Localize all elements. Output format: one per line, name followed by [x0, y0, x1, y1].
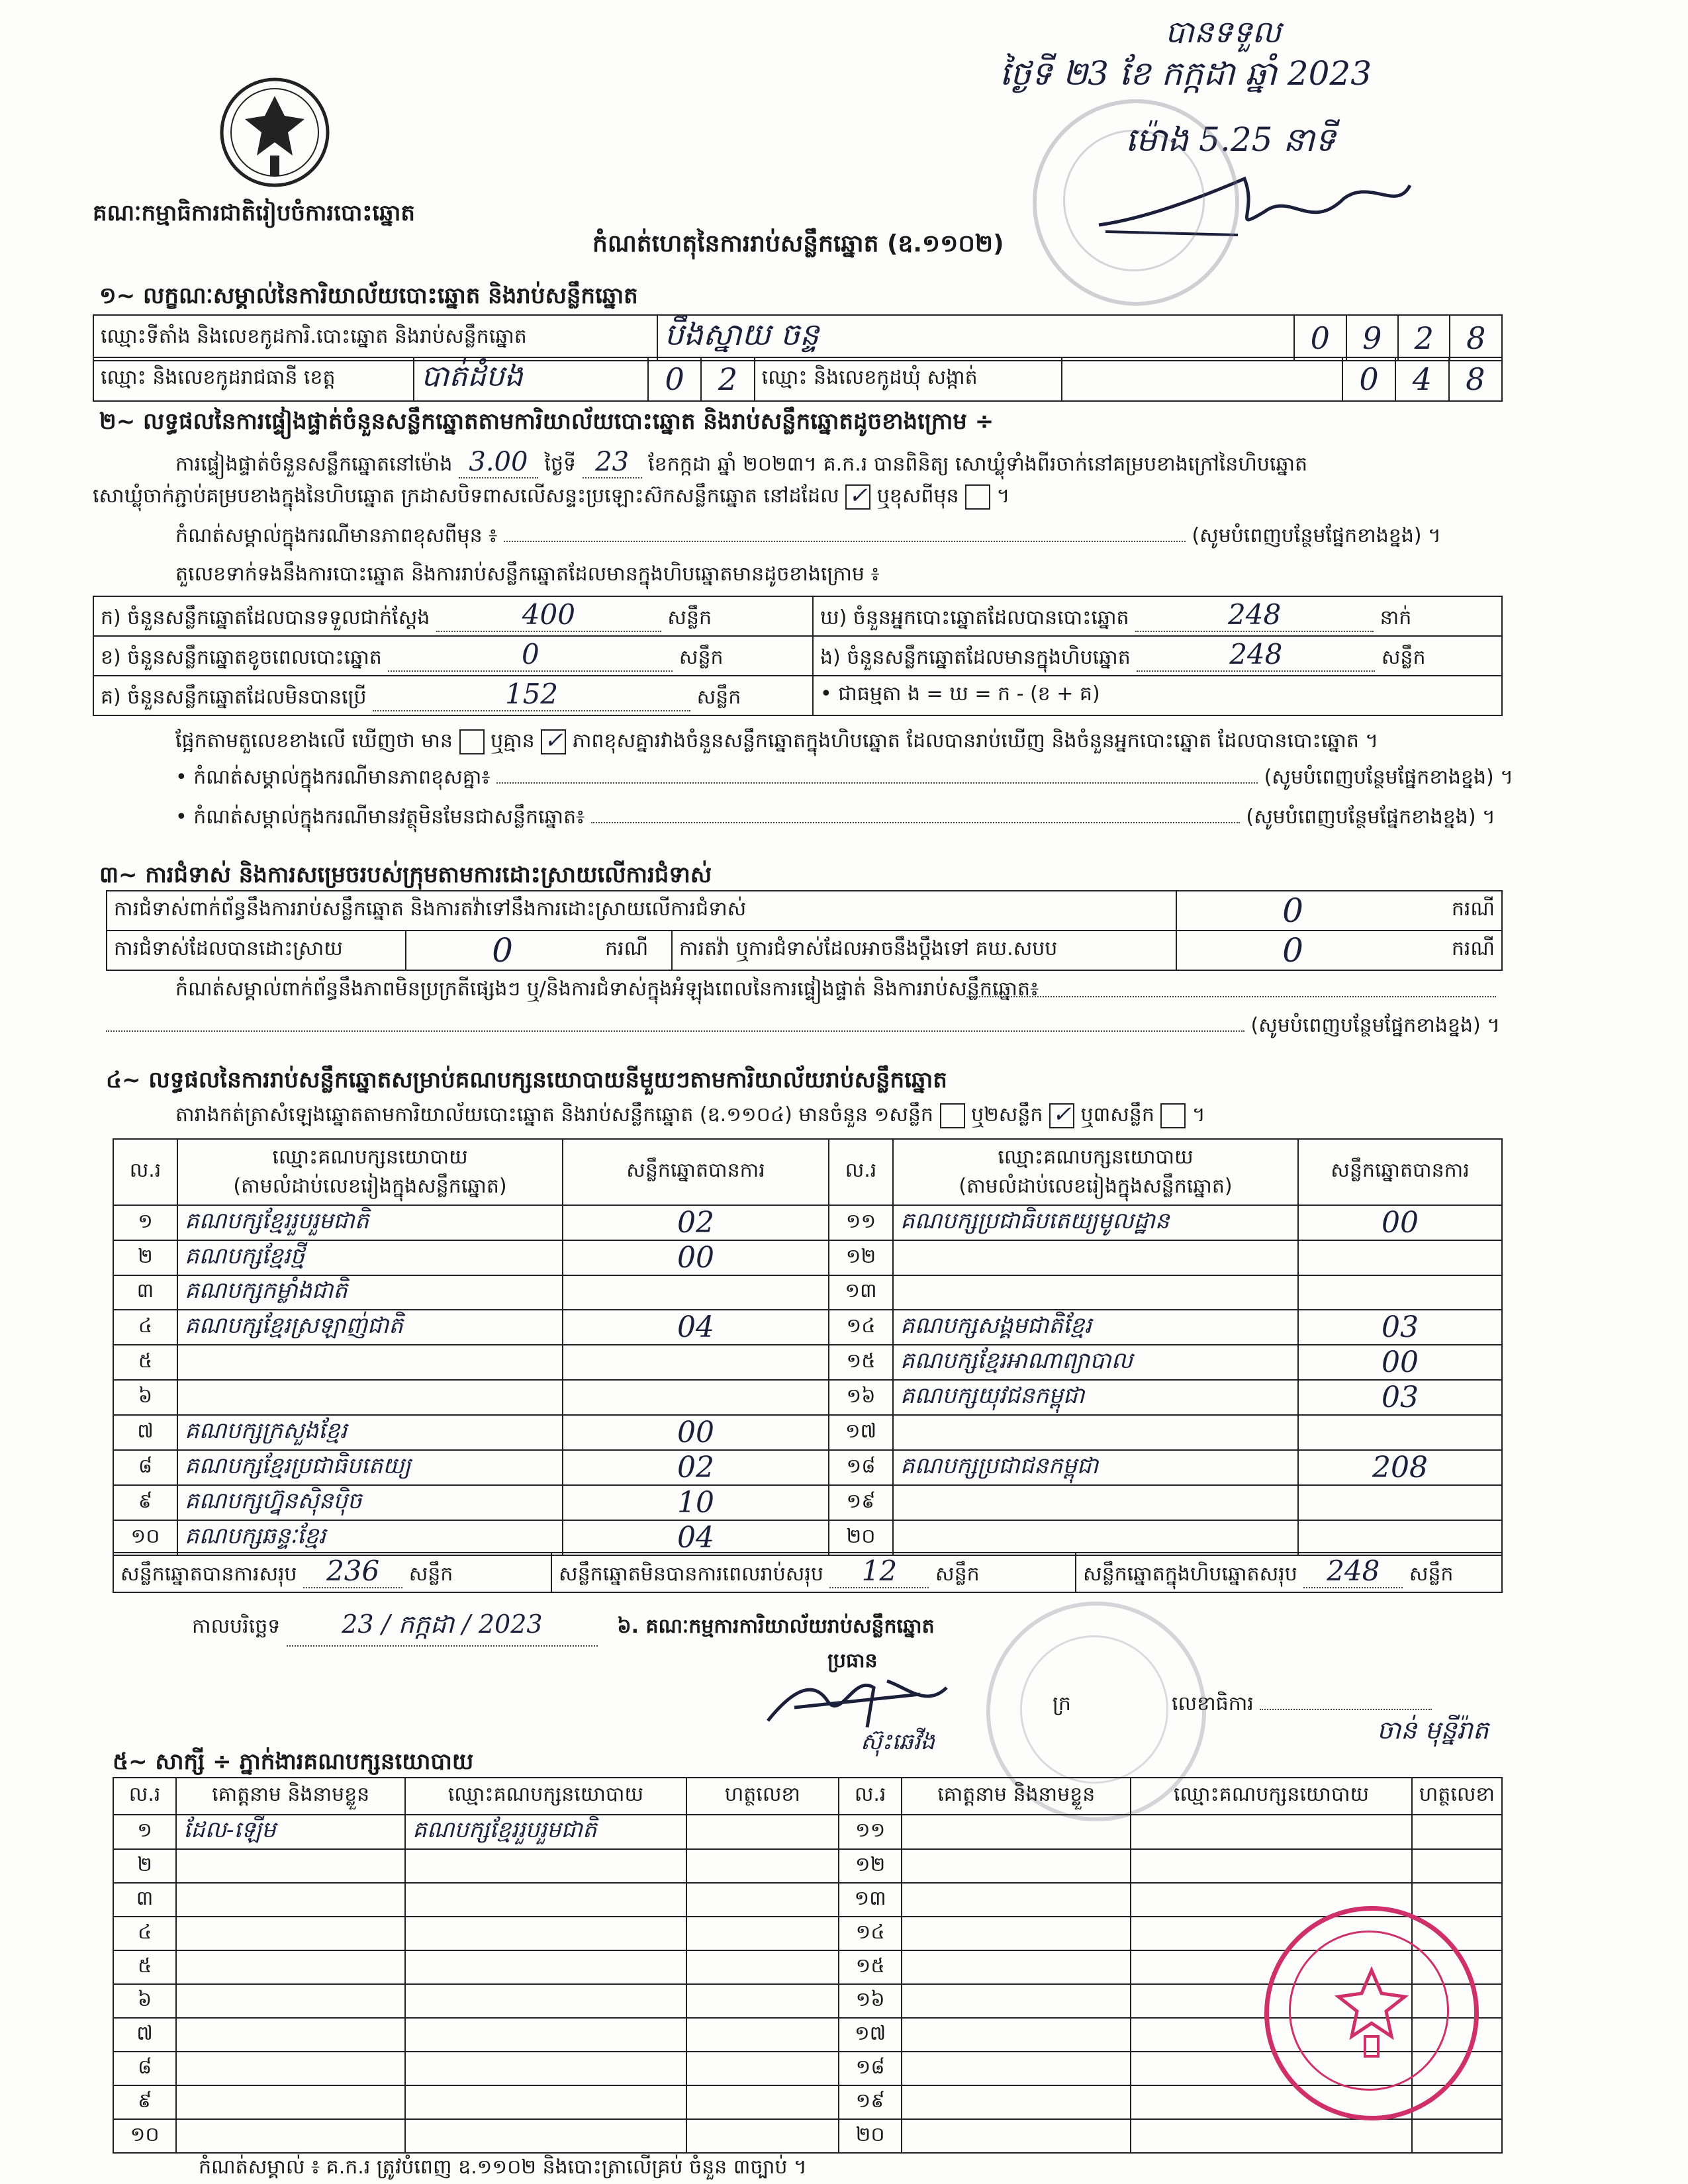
party-name: គណបក្សសង្គមជាតិខ្មែរ [893, 1310, 1298, 1345]
formula-cell: • ជាធម្មតា ង = ឃ = ក - (ខ + គ) [813, 676, 1502, 715]
bullet1-field[interactable] [496, 782, 1258, 784]
witness-no: ១២ [839, 1849, 902, 1883]
col-votes: សន្លឹកឆ្នោតបានការ [1298, 1139, 1502, 1205]
figure-d-value: 248 [1135, 598, 1374, 632]
witness-no: ១ [113, 1815, 176, 1849]
witness-signature[interactable] [686, 2119, 839, 2153]
figure-b-unit: សន្លឹក [679, 646, 724, 669]
col-party-sub: (តាមលំដាប់លេខរៀងក្នុងសន្លឹកឆ្នោត) [233, 1175, 507, 1198]
witness-col-name: គោត្តនាម និងនាមខ្លួន [176, 1778, 405, 1815]
witness-signature[interactable] [686, 1883, 839, 1917]
tally-line: តារាងកត់ត្រាសំឡេងឆ្នោតតាមការិយាល័យបោះឆ្នោត និងរាប់សន្លឹកឆ្នោត (ឧ.១១០៤) មានចំនួន ១សន្លឹក ឬ២សន្លឹក ✓ ឬ៣សន្លឹក ។ [175, 1101, 1205, 1128]
tally-text: តារាងកត់ត្រាសំឡេងឆ្នោតតាមការិយាល័យបោះឆ្នោត និងរាប់សន្លឹកឆ្នោត (ឧ.១១០៤) មានចំនួន ១សន្លឹក [175, 1103, 933, 1126]
figure-e-label: ង) ចំនួនសន្លឹកឆ្នោតដែលមានក្នុងហិបឆ្នោត [820, 646, 1131, 669]
witness-signature[interactable] [686, 1950, 839, 1984]
section5-title: ៥~ សាក្សី ÷ ភ្នាក់ងារគណបក្សនយោបាយ [113, 1749, 474, 1775]
witness-party [405, 1917, 686, 1950]
total-box-value: 248 [1303, 1555, 1403, 1588]
discrepancy-line [175, 728, 1378, 757]
date-label: កាលបរិច្ឆេទ [192, 1615, 281, 1638]
party-votes: 03 [1298, 1380, 1502, 1415]
province-table [93, 357, 1503, 402]
witness-party [405, 2119, 686, 2153]
party-votes [1298, 1485, 1502, 1520]
date-line [192, 1608, 935, 1647]
witness-name[interactable] [902, 2018, 1131, 2052]
party-name: គណបក្សកម្លាំងជាតិ [177, 1275, 563, 1310]
witness-name [176, 2052, 405, 2085]
province-label: ឈ្មោះ និងលេខកូដរាជធានី ខេត្ត [93, 357, 414, 401]
no-diff-checkbox[interactable]: ✓ [541, 729, 566, 754]
col-votes: សន្លឹកឆ្នោតបានការ [563, 1139, 829, 1205]
witness-party [405, 1984, 686, 2018]
party-no: ៨ [113, 1450, 177, 1485]
figure-a-cell [93, 596, 813, 636]
witness-party [405, 1950, 686, 1984]
two-sheet-checkbox[interactable]: ✓ [1049, 1103, 1074, 1128]
party-name: គណបក្សហ្វ៊ុនស៊ិនប៉ិច [177, 1485, 563, 1520]
secretary-field[interactable] [1260, 1709, 1432, 1710]
discrepancy-text-b: ឬគ្មាន [491, 729, 535, 752]
party-votes [1298, 1520, 1502, 1555]
discrepancy-text-c: ភាពខុសគ្នារវាងចំនួនសន្លឹកឆ្នោតក្នុងហិបឆ្នោត ដែលបានរាប់ឃើញ និងចំនួនអ្នកបោះឆ្នោត ដែលបានបោះឆ្នោត ។ [572, 729, 1379, 752]
station-code-digit: 2 [1398, 315, 1450, 361]
figure-e-cell [813, 636, 1502, 676]
witness-signature[interactable] [686, 2052, 839, 2085]
party-name: គណបក្សខ្មែរស្រឡាញ់ជាតិ [177, 1310, 563, 1345]
witness-col-party: ឈ្មោះគណបក្សនយោបាយ [405, 1778, 686, 1815]
faint-stamp-top [1033, 99, 1239, 306]
date-value: 23 / កក្កដា / 2023 [287, 1608, 598, 1647]
section3-title: ៣~ ការជំទាស់ និងការសម្រេចរបស់ក្រុមតាមការដោះស្រាយលើការជំទាស់ [99, 862, 712, 888]
table-row [113, 1415, 1502, 1450]
total-valid-label: សន្លឹកឆ្នោតបានការសរុប [120, 1563, 297, 1586]
irregularity-note: កំណត់សម្គាល់ពាក់ព័ន្ធនឹងភាពមិនប្រក្រតីផ្សេងៗ ឬ/និងការជំទាស់ក្នុងអំឡុងពេលនៃការផ្ទៀងផ្ទាត់ និងការរាប់សន្លឹកឆ្នោត៖ [175, 978, 1039, 1001]
party-name [177, 1345, 563, 1380]
fill-hint: (សូមបំពេញបន្ថែមផ្នែកខាងខ្នង) ។ [1246, 805, 1495, 829]
party-votes [563, 1275, 829, 1310]
secretary-text: លេខាធិការ [1172, 1692, 1254, 1715]
party-name: គណបក្សខ្មែរអាណាព្យាបាល [893, 1345, 1298, 1380]
party-no: ១៤ [829, 1310, 893, 1345]
diff-note-label: កំណត់សម្គាល់ក្នុងករណីមានភាពខុសពីមុន ៖ [175, 524, 498, 547]
party-no: ២ [113, 1240, 177, 1275]
witness-name [176, 2018, 405, 2052]
verification-time: 3.00 [459, 447, 538, 478]
witness-party: គណបក្សខ្មែររួបរួមជាតិ [405, 1815, 686, 1849]
table-row [113, 1240, 1502, 1275]
witness-name[interactable] [902, 1883, 1131, 1917]
table-row [113, 2119, 1502, 2153]
witness-name [176, 1984, 405, 2018]
col-party [893, 1139, 1298, 1205]
irregularity-field[interactable] [106, 1030, 1244, 1032]
party-name: គណបក្សឆន្ទៈខ្មែរ [177, 1520, 563, 1555]
witness-no: ១៧ [839, 2018, 902, 2052]
has-diff-checkbox[interactable] [459, 729, 485, 754]
chair-name: ស៊ុះឆេវីង [861, 1729, 935, 1755]
party-no: ៧ [113, 1415, 177, 1450]
col-party [177, 1139, 563, 1205]
party-votes: 04 [563, 1310, 829, 1345]
section2-title: ២~ លទ្ធផលនៃការផ្ទៀងផ្ទាត់ចំនួនសន្លឹកឆ្នោតតាមការិយាល័យបោះឆ្នោត និងរាប់សន្លឹកឆ្នោតដូចខាងក្រោម ÷ [99, 408, 994, 435]
province-code-digit: 2 [701, 357, 754, 401]
witness-no: ៣ [113, 1883, 176, 1917]
station-name-value: បឹងស្នាយ ចន្ទ [657, 315, 1294, 361]
witness-name[interactable] [902, 1984, 1131, 2018]
bullet1-line [175, 764, 1513, 794]
party-votes: 02 [563, 1450, 829, 1485]
witness-col-name: គោត្តនាម និងនាមខ្លួន [902, 1778, 1131, 1815]
complaint-row2b-value: 0 [1176, 931, 1409, 970]
witness-name [176, 1883, 405, 1917]
party-votes [563, 1345, 829, 1380]
party-name [893, 1275, 1298, 1310]
witness-party [405, 2018, 686, 2052]
irregularity-dots-1[interactable] [966, 996, 1496, 997]
verification-text-b: ថ្ងៃទី [544, 453, 577, 476]
party-no: ១១ [829, 1205, 893, 1240]
witness-no: ២០ [839, 2119, 902, 2153]
commune-value [1062, 357, 1342, 401]
province-value: បាត់ដំបង [414, 357, 648, 401]
figure-e-unit: សន្លឹក [1381, 646, 1426, 669]
verification-text-c: ខែកក្កដា ឆ្នាំ ២០២៣។ គ.ក.រ បានពិនិត្យ សោឃ្លុំទាំងពីរចាក់នៅគម្របខាងក្រៅនៃហិបឆ្នោត [648, 453, 1308, 476]
party-name [893, 1415, 1298, 1450]
votes-totals-table [113, 1552, 1503, 1593]
figure-e-value: 248 [1137, 638, 1375, 672]
one-sheet-checkbox[interactable] [940, 1103, 965, 1128]
commune-code-digit: 8 [1449, 357, 1502, 401]
received-time: ម៉ោង 5.25 នាទី [1125, 120, 1336, 159]
complaint-row1-value: 0 [1176, 891, 1409, 931]
witness-no: ១១ [839, 1815, 902, 1849]
witness-signature[interactable] [1412, 1815, 1502, 1849]
witness-no: ១៨ [839, 2052, 902, 2085]
party-name: គណបក្សខ្មែរថ្មី [177, 1240, 563, 1275]
case-unit: ករណី [1409, 931, 1502, 970]
table-row [113, 1849, 1502, 1883]
party-name: គណបក្សយុវជនកម្ពុជា [893, 1380, 1298, 1415]
complaint-row1-label: ការជំទាស់ពាក់ព័ន្ធនឹងការរាប់សន្លឹកឆ្នោត និងការតវ៉ាទៅនឹងការដោះស្រាយលើការជំទាស់ [107, 891, 1176, 931]
official-red-stamp [1264, 1906, 1479, 2120]
station-code-digit: 0 [1294, 315, 1346, 361]
party-no: ៦ [113, 1380, 177, 1415]
witness-no: ១៤ [839, 1917, 902, 1950]
table-row [113, 1345, 1502, 1380]
commune-code-digit: 4 [1395, 357, 1448, 401]
witness-col-no: ល.រ [839, 1778, 902, 1815]
total-valid-unit: សន្លឹក [408, 1563, 453, 1586]
party-votes: 02 [563, 1205, 829, 1240]
commune-code-digit: 0 [1342, 357, 1395, 401]
party-no: ១ [113, 1205, 177, 1240]
total-valid-cell [113, 1553, 551, 1592]
discrepancy-text-a: ផ្អែកតាមតួលេខខាងលើ ឃើញថា មាន [175, 729, 453, 752]
figure-c-label: គ) ចំនួនសន្លឹកឆ្នោតដែលមិនបានប្រើ [101, 686, 367, 709]
party-name: គណបក្សក្រសួងខ្មែរ [177, 1415, 563, 1450]
col-party-title: ឈ្មោះគណបក្សនយោបាយ [272, 1146, 468, 1169]
table-row [113, 1380, 1502, 1415]
complaint-row2b-label: ការតវ៉ា ឬការជំទាស់ដែលអាចនឹងប្តឹងទៅ គឃ.សបប [672, 931, 1176, 970]
party-name: គណបក្សខ្មែររួបរួមជាតិ [177, 1205, 563, 1240]
witness-signature[interactable] [686, 1815, 839, 1849]
complaint-row2-label: ការជំទាស់ដែលបានដោះស្រាយ [107, 931, 406, 970]
party-name [893, 1240, 1298, 1275]
party-votes: 208 [1298, 1450, 1502, 1485]
verification-day: 23 [583, 447, 642, 478]
witness-party[interactable] [1131, 1815, 1412, 1849]
table-row [113, 2085, 1502, 2119]
witness-signature[interactable] [686, 1984, 839, 2018]
col-party-title: ឈ្មោះគណបក្សនយោបាយ [998, 1146, 1194, 1169]
witness-no: ១៣ [839, 1883, 902, 1917]
witness-no: ១៩ [839, 2085, 902, 2119]
bullet1-label: • កំណត់សម្គាល់ក្នុងករណីមានភាពខុសគ្នា៖ [175, 766, 491, 789]
ballot-figures-table [93, 596, 1503, 716]
witness-signature[interactable] [686, 1849, 839, 1883]
total-box-cell [1076, 1553, 1502, 1592]
party-no: ៤ [113, 1310, 177, 1345]
figure-a-label: ក) ចំនួនសន្លឹកឆ្នោតដែលបានទទួលជាក់ស្តែង [101, 606, 430, 629]
party-votes [563, 1380, 829, 1415]
party-no: ៩ [113, 1485, 177, 1520]
party-votes [1298, 1240, 1502, 1275]
party-votes: 00 [1298, 1205, 1502, 1240]
party-votes: 00 [563, 1415, 829, 1450]
irregularity-line-2 [106, 1013, 1500, 1042]
witness-name[interactable] [902, 1917, 1131, 1950]
case-unit: ករណី [1409, 891, 1502, 931]
total-valid-value: 236 [303, 1555, 402, 1588]
witness-no: ៥ [113, 1950, 176, 1984]
figure-d-cell [813, 596, 1502, 636]
party-name: គណបក្សខ្មែរប្រជាធិបតេយ្យ [177, 1450, 563, 1485]
witness-signature[interactable] [686, 2018, 839, 2052]
chair-label: ប្រធាន [827, 1649, 878, 1672]
witness-no: ៤ [113, 1917, 176, 1950]
col-no: ល.រ [829, 1139, 893, 1205]
station-name-label: ឈ្មោះទីតាំង និងលេខកូដការិ.បោះឆ្នោត និងរាប់សន្លឹកឆ្នោត [93, 315, 657, 361]
witness-no: ៩ [113, 2085, 176, 2119]
party-name: គណបក្សប្រជាជនកម្ពុជា [893, 1450, 1298, 1485]
party-name [893, 1520, 1298, 1555]
witness-signature[interactable] [1412, 1849, 1502, 1883]
witness-no: ១៥ [839, 1950, 902, 1984]
table-row [113, 1205, 1502, 1240]
figure-a-unit: សន្លឹក [667, 606, 712, 629]
bullet2-label: • កំណត់សម្គាល់ក្នុងករណីមានវត្ថុមិនមែនជាសន្លឹកឆ្នោត៖ [175, 805, 585, 829]
verification-line-1 [175, 447, 1307, 480]
total-invalid-label: សន្លឹកឆ្នោតមិនបានការពេលរាប់សរុប [559, 1563, 823, 1586]
diff-label: ឬខុសពីមុន [876, 484, 959, 508]
commune-label: ឈ្មោះ និងលេខកូដឃុំ សង្កាត់ [755, 357, 1062, 401]
party-votes: 10 [563, 1485, 829, 1520]
party-votes [1298, 1275, 1502, 1310]
witness-col-sign: ហត្ថលេខា [686, 1778, 839, 1815]
committee-label: ៦. គណៈកម្មការការិយាល័យរាប់សន្លឹកឆ្នោត [617, 1615, 935, 1638]
secretary-name: ចាន់ មុន្នីរ៉ាត [1377, 1715, 1489, 1745]
figure-c-unit: សន្លឹក [696, 686, 741, 709]
party-no: ១៦ [829, 1380, 893, 1415]
verification-text-2: សោឃ្លុំចាក់ភ្ជាប់គម្របខាងក្នុងនៃហិបឆ្នោត ក្រដាសបិទពាសលើសន្ទះប្រឡោះស៊កសន្លឹកឆ្នោត នៅដដែល [93, 484, 839, 508]
fill-hint: (សូមបំពេញបន្ថែមផ្នែកខាងខ្នង) ។ [1192, 524, 1441, 547]
figure-b-cell [93, 636, 813, 676]
table-row [113, 1520, 1502, 1555]
party-no: ១៧ [829, 1415, 893, 1450]
received-date: ថ្ងៃទី ២3 ខែ កក្កដា ឆ្នាំ 2023 [1000, 54, 1372, 93]
table-row [113, 1275, 1502, 1310]
complaints-table [106, 890, 1503, 971]
party-no: ១០ [113, 1520, 177, 1555]
same-checkbox[interactable]: ✓ [845, 484, 870, 510]
witness-name[interactable] [902, 1950, 1131, 1984]
party-no: ១៥ [829, 1345, 893, 1380]
witness-name [176, 2085, 405, 2119]
party-no: ១៣ [829, 1275, 893, 1310]
party-votes [1298, 1415, 1502, 1450]
witness-col-no: ល.រ [113, 1778, 176, 1815]
table-row [113, 1883, 1502, 1917]
witness-signature[interactable] [1412, 1883, 1502, 1917]
three-sheet-checkbox[interactable] [1160, 1103, 1186, 1128]
witness-no: ១៦ [839, 1984, 902, 2018]
party-votes: 03 [1298, 1310, 1502, 1345]
diff-note-field[interactable] [504, 541, 1186, 542]
witness-party [405, 2085, 686, 2119]
total-invalid-value: 12 [829, 1555, 929, 1588]
party-no: ១៨ [829, 1450, 893, 1485]
witness-name[interactable] [902, 1815, 1131, 1849]
nec-logo [218, 76, 331, 189]
member-label: ក្រ [1053, 1692, 1071, 1715]
votes-table [113, 1138, 1503, 1556]
figure-b-value: 0 [388, 638, 673, 672]
section4-title: ៤~ លទ្ធផលនៃការរាប់សន្លឹកឆ្នោតសម្រាប់គណបក្សនយោបាយនីមួយៗតាមការិយាល័យរាប់សន្លឹកឆ្នោត [106, 1067, 947, 1093]
figure-d-unit: នាក់ [1380, 606, 1412, 629]
col-no: ល.រ [113, 1139, 177, 1205]
party-name: គណបក្សប្រជាធិបតេយ្យមូលដ្ឋាន [893, 1205, 1298, 1240]
witness-signature[interactable] [686, 1917, 839, 1950]
case-unit: ករណី [598, 931, 672, 970]
total-box-label: សន្លឹកឆ្នោតក្នុងហិបឆ្នោតសរុប [1083, 1563, 1297, 1586]
document-title: កំណត់ហេតុនៃការរាប់សន្លឹកឆ្នោត (ឧ.១១០២) [592, 230, 1004, 257]
figure-b-label: ខ) ចំនួនសន្លឹកឆ្នោតខូចពេលបោះឆ្នោត [101, 646, 382, 669]
province-code-digit: 0 [648, 357, 701, 401]
figures-intro: តួលេខទាក់ទងនឹងការបោះឆ្នោត និងការរាប់សន្លឹកឆ្នោតដែលមានក្នុងហិបឆ្នោតមានដូចខាងក្រោម ៖ [175, 563, 880, 586]
witness-signature[interactable] [1412, 2119, 1502, 2153]
party-no: ១៩ [829, 1485, 893, 1520]
station-id-table [93, 314, 1503, 361]
two-sheet-label: ឬ២សន្លឹក [971, 1103, 1043, 1126]
figure-a-value: 400 [436, 598, 661, 632]
station-code-digit: 8 [1450, 315, 1502, 361]
witness-party [405, 1883, 686, 1917]
table-row [113, 1485, 1502, 1520]
party-name [177, 1380, 563, 1415]
verification-text-a: ការផ្ទៀងផ្ទាត់ចំនួនសន្លឹកឆ្នោតនៅម៉ោង [175, 453, 453, 476]
diff-checkbox[interactable] [965, 484, 990, 510]
three-sheet-label: ឬ៣សន្លឹក [1080, 1103, 1154, 1126]
fill-hint: (សូមបំពេញបន្ថែមផ្នែកខាងខ្នង) ។ [1264, 766, 1514, 789]
witness-no: ៨ [113, 2052, 176, 2085]
party-votes: 00 [1298, 1345, 1502, 1380]
party-name [893, 1485, 1298, 1520]
org-name: គណៈកម្មាធិការជាតិរៀបចំការបោះឆ្នោត [93, 200, 416, 226]
table-row [113, 1450, 1502, 1485]
party-votes: 04 [563, 1520, 829, 1555]
witness-party[interactable] [1131, 2119, 1412, 2153]
witness-no: ៧ [113, 2018, 176, 2052]
party-no: ២០ [829, 1520, 893, 1555]
witness-name[interactable] [902, 2119, 1131, 2153]
party-no: ១២ [829, 1240, 893, 1275]
bullet2-line [175, 804, 1495, 833]
figure-c-cell [93, 676, 813, 715]
received-note: បានទទួល [1165, 14, 1282, 50]
witness-signature[interactable] [686, 2085, 839, 2119]
station-code-digit: 9 [1346, 315, 1398, 361]
witness-no: ៦ [113, 1984, 176, 2018]
section1-title: ១~ លក្ខណៈសម្គាល់នៃការិយាល័យបោះឆ្នោត និងរាប់សន្លឹកឆ្នោត [99, 283, 638, 309]
witness-party [405, 1849, 686, 1883]
col-party-sub: (តាមលំដាប់លេខរៀងក្នុងសន្លឹកឆ្នោត) [959, 1175, 1233, 1198]
witness-col-sign: ហត្ថលេខា [1412, 1778, 1502, 1815]
witness-no: ១០ [113, 2119, 176, 2153]
total-invalid-cell [551, 1553, 1076, 1592]
total-box-unit: សន្លឹក [1409, 1563, 1454, 1586]
witness-no: ២ [113, 1849, 176, 1883]
witness-name[interactable] [902, 2052, 1131, 2085]
witness-name [176, 1950, 405, 1984]
figure-c-value: 152 [373, 678, 690, 711]
witness-name [176, 2119, 405, 2153]
witness-name [176, 1849, 405, 1883]
witness-name[interactable] [902, 1849, 1131, 1883]
party-no: ៣ [113, 1275, 177, 1310]
witness-party [405, 2052, 686, 2085]
footer-note: កំណត់សម្គាល់ ៖ គ.ក.រ ត្រូវបំពេញ ឧ.១១០២ និងបោះត្រាលើគ្រប់ ចំនួន ៣ច្បាប់ ។ [199, 2156, 807, 2179]
witness-party[interactable] [1131, 1849, 1412, 1883]
witness-col-party: ឈ្មោះគណបក្សនយោបាយ [1131, 1778, 1412, 1815]
party-votes: 00 [563, 1240, 829, 1275]
bullet2-field[interactable] [591, 822, 1240, 823]
party-no: ៥ [113, 1345, 177, 1380]
fill-hint: (សូមបំពេញបន្ថែមផ្នែកខាងខ្នង) ។ [1250, 1014, 1500, 1037]
complaint-row2-value: 0 [406, 931, 598, 970]
verification-line-2: សោឃ្លុំចាក់ភ្ជាប់គម្របខាងក្នុងនៃហិបឆ្នោត ក្រដាសបិទពាសលើសន្ទះប្រឡោះស៊កសន្លឹកឆ្នោត នៅដដែល ✓ ឬខុសពីមុន ។ [93, 482, 1010, 509]
witness-name[interactable] [902, 2085, 1131, 2119]
witness-name [176, 1917, 405, 1950]
diff-note-line [175, 523, 1499, 552]
witness-name: ដែល-ឡើម [176, 1815, 405, 1849]
total-invalid-unit: សន្លឹក [935, 1563, 980, 1586]
figure-d-label: ឃ) ចំនួនអ្នកបោះឆ្នោតដែលបានបោះឆ្នោត [820, 606, 1129, 629]
table-row [113, 1815, 1502, 1849]
table-row [113, 1310, 1502, 1345]
